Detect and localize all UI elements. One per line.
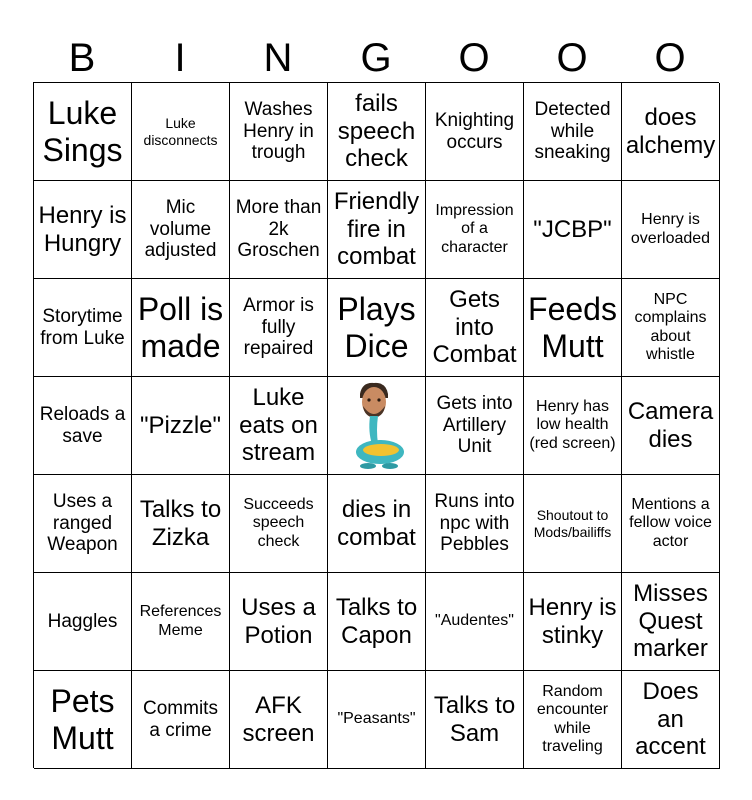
bingo-cell-r6-c1[interactable] [132, 671, 230, 769]
bingo-cell-r2-c1[interactable] [132, 279, 230, 377]
bingo-cell-r5-c6[interactable] [622, 573, 720, 671]
cell-label: Shoutout to Mods/bailiffs [533, 507, 612, 540]
cell-label: Feeds Mutt [528, 290, 617, 364]
bingo-cell-r0-c1[interactable] [132, 83, 230, 181]
bingo-cell-r5-c1[interactable] [132, 573, 230, 671]
bingo-cell-r1-c4[interactable] [426, 181, 524, 279]
bingo-cell-r4-c4[interactable] [426, 475, 524, 573]
cell-label: fails speech check [337, 90, 416, 173]
cell-label: Henry is overloaded [630, 211, 711, 247]
cell-label: Pets Mutt [50, 682, 115, 756]
cell-label: Talks to Capon [335, 593, 418, 649]
bingo-cell-r6-c6[interactable] [622, 671, 720, 769]
bingo-cell-r2-c3[interactable] [328, 279, 426, 377]
bingo-cell-r6-c3[interactable] [328, 671, 426, 769]
bingo-cell-r3-c5[interactable] [524, 377, 622, 475]
bingo-cell-r0-c0[interactable] [34, 83, 132, 181]
cell-label: Knighting occurs [434, 109, 515, 153]
cell-label: dies in combat [337, 495, 416, 551]
cell-label: Reloads a save [39, 403, 126, 447]
bingo-cell-r4-c5[interactable] [524, 475, 622, 573]
cell-label: Gets into Combat [432, 286, 517, 369]
cell-label: More than 2k Groschen [235, 196, 322, 262]
cell-label: "JCBP" [533, 215, 612, 243]
cell-label: Plays Dice [337, 290, 416, 364]
cell-label: Friendly fire in combat [333, 188, 420, 271]
bingo-header [33, 34, 719, 82]
bingo-cell-r3-c1[interactable] [132, 377, 230, 475]
cell-label: Luke disconnects [143, 115, 218, 148]
bingo-cell-r3-c2[interactable] [230, 377, 328, 475]
bingo-cell-r6-c4[interactable] [426, 671, 524, 769]
bingo-cell-r1-c0[interactable] [34, 181, 132, 279]
cell-label: Luke eats on stream [239, 384, 318, 467]
bingo-cell-r0-c2[interactable] [230, 83, 328, 181]
header-letter-1: B [68, 36, 96, 80]
cell-label: Mentions a fellow voice actor [629, 495, 712, 550]
cell-label: Talks to Sam [433, 691, 516, 747]
header-letter-3: N [263, 36, 293, 80]
header-letter-2: I [174, 36, 186, 80]
bingo-cell-r4-c3[interactable] [328, 475, 426, 573]
bingo-cell-r0-c5[interactable] [524, 83, 622, 181]
bingo-cell-r6-c5[interactable] [524, 671, 622, 769]
cell-label: Henry has low health (red screen) [529, 397, 616, 452]
cell-label: AFK screen [242, 691, 315, 747]
cell-label: NPC complains about whistle [634, 290, 707, 363]
cell-label: Misses Quest marker [633, 580, 708, 663]
bingo-cell-r3-c0[interactable] [34, 377, 132, 475]
bingo-cell-r2-c6[interactable] [622, 279, 720, 377]
cell-label: "Pizzle" [139, 411, 222, 439]
bingo-cell-r5-c4[interactable] [426, 573, 524, 671]
cell-label: Commits a crime [143, 697, 218, 741]
cell-label: Henry is stinky [528, 593, 617, 649]
cell-label: "Peasants" [337, 710, 416, 728]
cell-label: "Audentes" [435, 612, 514, 630]
header-letter-4: G [360, 36, 392, 80]
ladle-face-icon [342, 380, 412, 472]
bingo-cell-r5-c2[interactable] [230, 573, 328, 671]
cell-label: Impression of a character [435, 201, 514, 256]
cell-label: Succeeds speech check [243, 495, 314, 550]
cell-label: Uses a ranged Weapon [47, 490, 118, 556]
bingo-cell-r5-c3[interactable] [328, 573, 426, 671]
cell-label: Armor is fully repaired [243, 294, 314, 360]
bingo-cell-r4-c0[interactable] [34, 475, 132, 573]
free-space-cell[interactable] [328, 377, 426, 475]
cell-label: Henry is Hungry [38, 201, 127, 257]
cell-label: Camera dies [627, 397, 714, 453]
bingo-cell-r5-c0[interactable] [34, 573, 132, 671]
cell-label: Uses a Potion [241, 593, 316, 649]
bingo-cell-r0-c3[interactable] [328, 83, 426, 181]
bingo-cell-r1-c2[interactable] [230, 181, 328, 279]
bingo-cell-r1-c1[interactable] [132, 181, 230, 279]
bingo-cell-r4-c2[interactable] [230, 475, 328, 573]
cell-label: Poll is made [137, 290, 224, 364]
bingo-cell-r4-c1[interactable] [132, 475, 230, 573]
bingo-cell-r1-c5[interactable] [524, 181, 622, 279]
bingo-cell-r5-c5[interactable] [524, 573, 622, 671]
bingo-board [33, 82, 719, 768]
bingo-cell-r3-c4[interactable] [426, 377, 524, 475]
header-letter-6: O [556, 36, 588, 80]
cell-label: Washes Henry in trough [243, 98, 314, 164]
cell-label: Haggles [47, 610, 118, 632]
header-letter-7: O [654, 36, 686, 80]
cell-label: does alchemy [625, 103, 716, 159]
cell-label: Detected while sneaking [534, 98, 611, 164]
bingo-cell-r1-c3[interactable] [328, 181, 426, 279]
cell-label: References Meme [139, 603, 222, 639]
cell-label: Runs into npc with Pebbles [434, 490, 515, 556]
cell-label: Random encounter while traveling [536, 682, 609, 755]
bingo-cell-r2-c5[interactable] [524, 279, 622, 377]
bingo-cell-r1-c6[interactable] [622, 181, 720, 279]
cell-label: Talks to Zizka [139, 495, 222, 551]
bingo-cell-r6-c0[interactable] [34, 671, 132, 769]
bingo-cell-r0-c6[interactable] [622, 83, 720, 181]
bingo-cell-r0-c4[interactable] [426, 83, 524, 181]
bingo-cell-r2-c4[interactable] [426, 279, 524, 377]
cell-label: Mic volume adjusted [144, 196, 217, 262]
cell-label: Gets into Artillery Unit [436, 392, 513, 458]
header-letter-5: O [458, 36, 490, 80]
bingo-cell-r4-c6[interactable] [622, 475, 720, 573]
bingo-cell-r2-c0[interactable] [34, 279, 132, 377]
cell-label: Luke Sings [42, 94, 123, 168]
bingo-cell-r3-c6[interactable] [622, 377, 720, 475]
cell-label: Does an accent [635, 678, 706, 761]
cell-label: Storytime from Luke [40, 305, 125, 349]
bingo-cell-r6-c2[interactable] [230, 671, 328, 769]
bingo-cell-r2-c2[interactable] [230, 279, 328, 377]
